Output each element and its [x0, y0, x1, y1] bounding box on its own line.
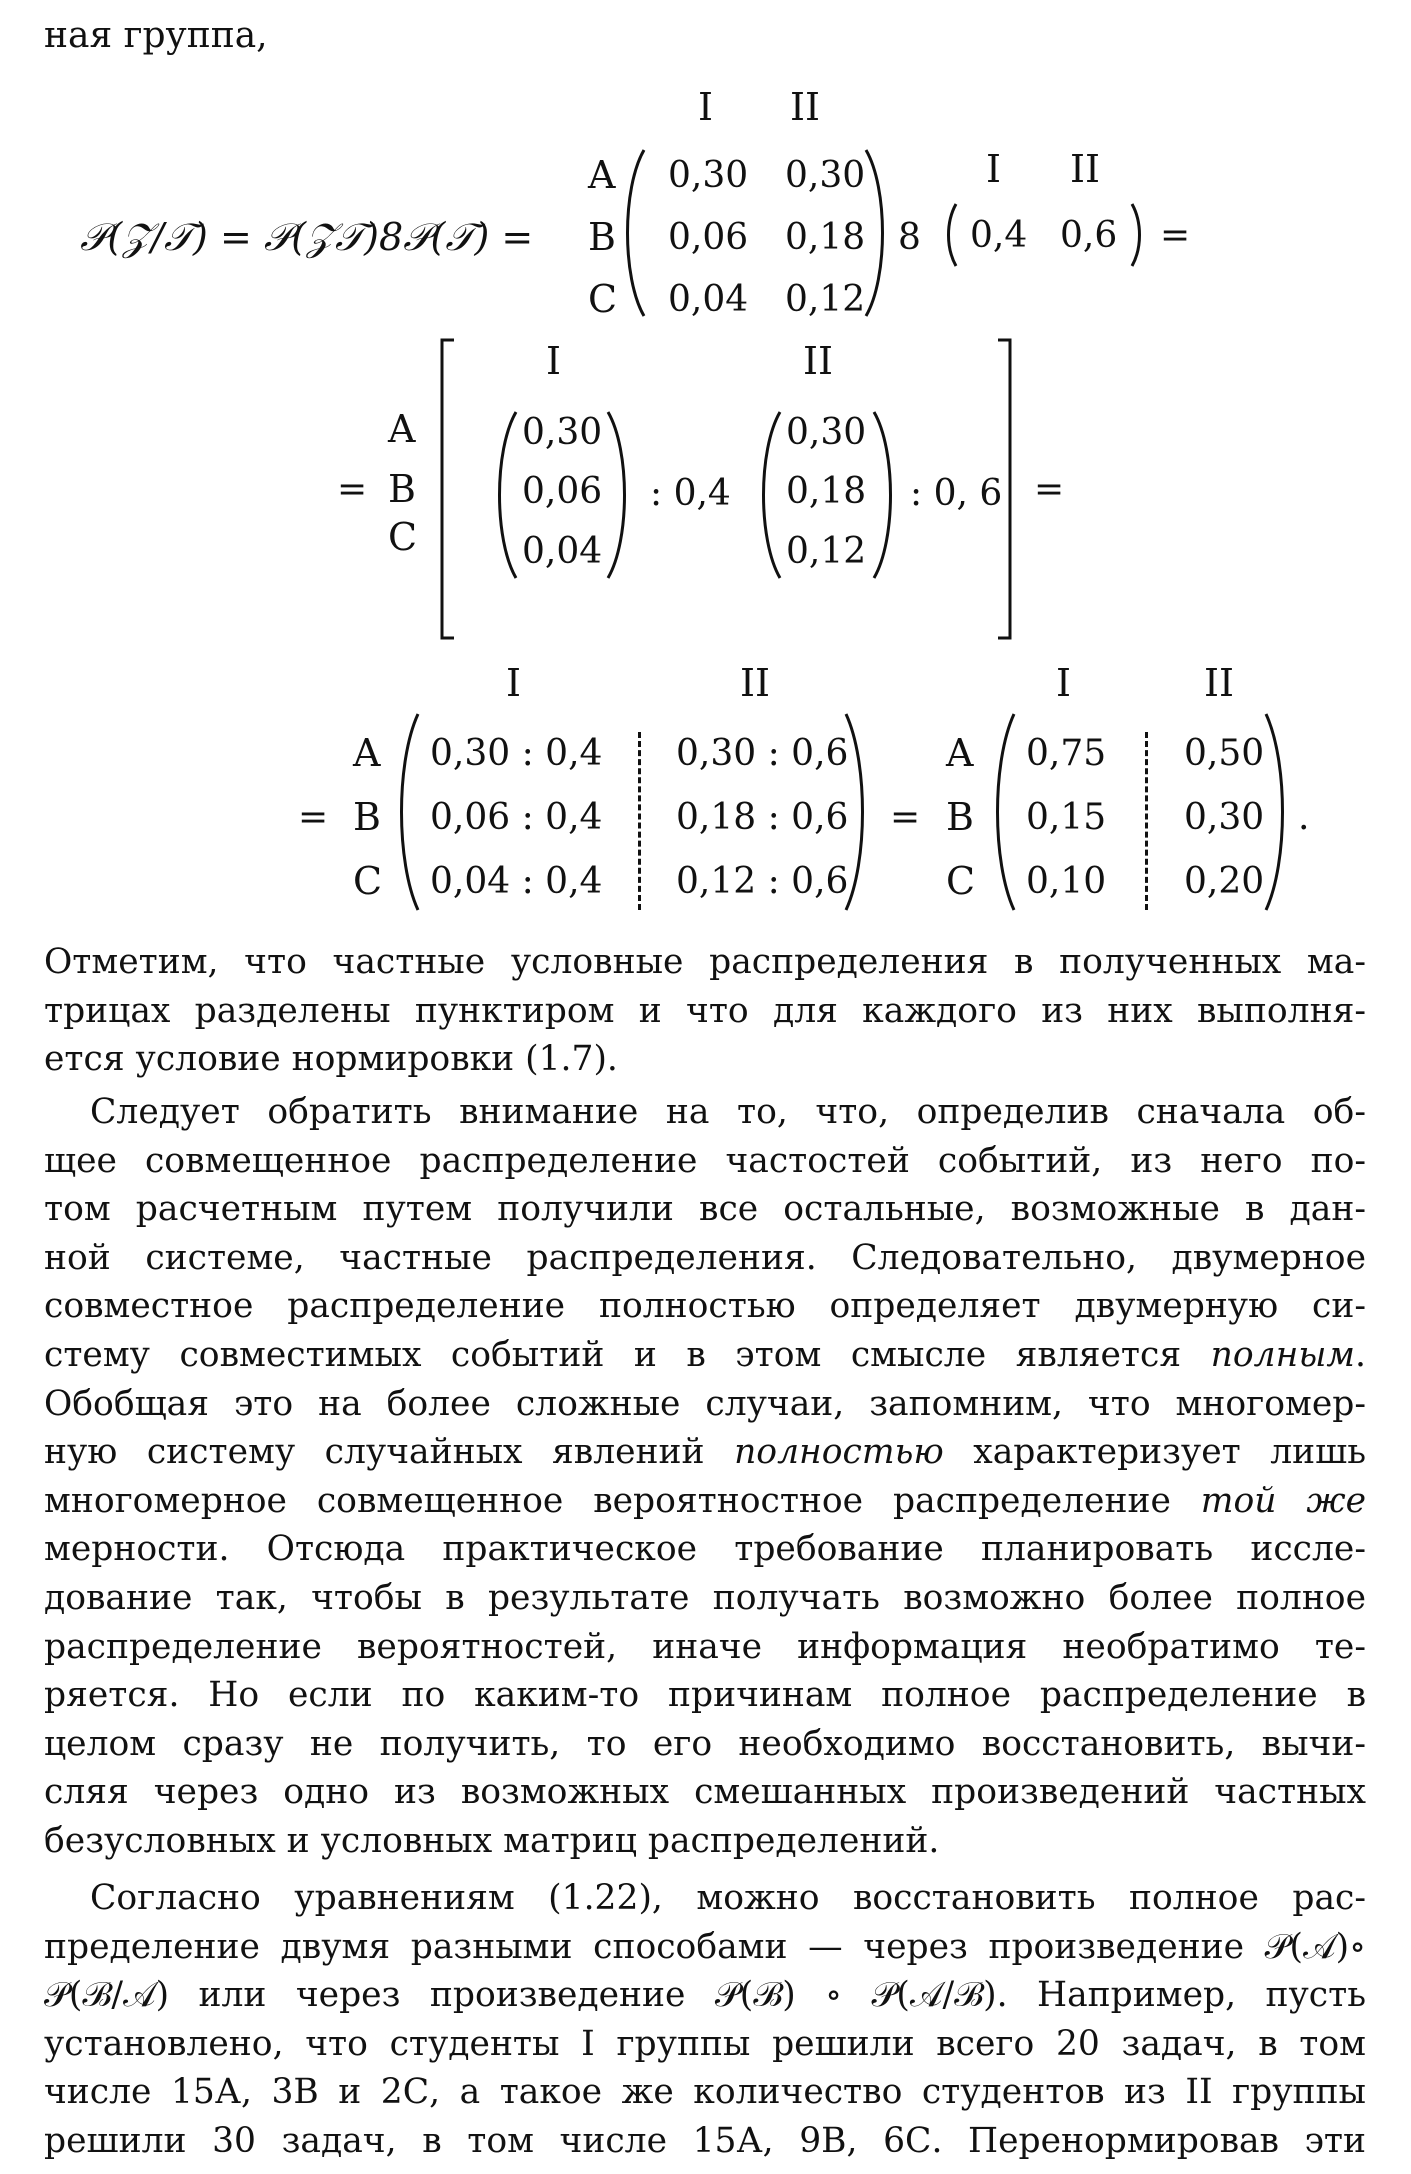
eq2-v1-c: 0,04: [522, 531, 603, 572]
p2-emphasis-polnym: полным: [1210, 1334, 1356, 1375]
eq2-row-B: B: [388, 467, 416, 511]
p2-line: Следует обратить внимание на то, что, определив сначала об-: [90, 1092, 1366, 1132]
eq2-row-C: C: [388, 515, 418, 559]
p1-line: трицах разделены пунктиром и что для каждого из них выполня-: [44, 990, 1366, 1031]
eq3-r-r2c1: 0,15: [1026, 797, 1107, 838]
paragraph-3: [44, 1874, 1366, 2166]
p3-line: числе 15А, 3В и 2С, а такое же количество студентов из II группы: [44, 2072, 1366, 2113]
eq3-row-C: C: [353, 859, 383, 903]
p3-line: 𝒫(ℬ/𝒜) или через произведение 𝒫(ℬ) ∘ 𝒫(𝒜/ℬ). Например, пусть: [44, 1975, 1366, 2016]
intro-text: ная группа,: [44, 15, 268, 56]
eq3-r-r1c2: 0,50: [1184, 733, 1265, 774]
p2-text: характеризует лишь: [973, 1432, 1367, 1473]
eq3-row-A: A: [353, 731, 381, 775]
eq3-row-B: B: [353, 795, 381, 839]
eq3-r-dashed-separator: [1145, 732, 1148, 910]
eq3-m-r2c2: 0,18 : 0,6: [676, 797, 849, 838]
eq3-row2-C: C: [946, 859, 976, 903]
eq1-m2-c2: 0,6: [1060, 215, 1118, 256]
eq3-r-right-paren: [1262, 712, 1292, 912]
eq3-col2-II: II: [1204, 661, 1235, 705]
eq2-v1-b: 0,06: [522, 471, 603, 512]
eq1-m1-r2c2: 0,18: [785, 217, 866, 258]
p3-line: решили 30 задач, в том числе 15А, 9В, 6С. Перенормировав эти: [44, 2120, 1366, 2161]
eq2-right-bracket: [994, 338, 1014, 640]
eq1-m2-c1: 0,4: [970, 215, 1028, 256]
eq2-v2-c: 0,12: [786, 531, 867, 572]
p2-line: щее совмещенное распределение частостей событий, из него по-: [44, 1140, 1366, 1181]
eq3-col-II: II: [740, 661, 771, 705]
eq1-col-II: II: [790, 85, 821, 129]
eq3-m-dashed-separator: [638, 732, 641, 910]
eq1-m1-left-paren: [618, 148, 648, 318]
eq1-eq: =: [1160, 215, 1191, 256]
eq3-m-left-paren: [392, 712, 422, 912]
eq1-lhs: 𝒫(𝒵/𝒯) = 𝒫(𝒵𝒯)8𝒫(𝒯) =: [80, 215, 534, 259]
eq2-div2: : 0, 6: [910, 473, 1003, 514]
eq1-col-I: I: [698, 85, 714, 129]
p3-line: установлено, что студенты I группы решили всего 20 задач, в том: [44, 2023, 1366, 2064]
eq1-col2-II: II: [1070, 147, 1101, 191]
eq2-col-II: II: [803, 339, 834, 383]
eq1-m1-r1c1: 0,30: [668, 155, 749, 196]
eq1-row-A: A: [588, 153, 616, 197]
p2-line: том расчетным путем получили все остальные, возможные в дан-: [44, 1189, 1366, 1230]
p3-line: пределение двумя разными способами — через произведение 𝒫(𝒜)∘: [44, 1926, 1366, 1967]
p2-line: Обобщая это на более сложные случаи, запомним, что многомер-: [44, 1383, 1366, 1424]
p2-line: дование так, чтобы в результате получать возможно более полное: [44, 1577, 1366, 1618]
eq2-col-I: I: [546, 339, 562, 383]
eq3-m-right-paren: [842, 712, 872, 912]
eq3-r-r2c2: 0,30: [1184, 797, 1265, 838]
p2-line-with-emphasis: [44, 1428, 1366, 1477]
eq1-m1-r1c2: 0,30: [785, 155, 866, 196]
eq3-m-r1c2: 0,30 : 0,6: [676, 733, 849, 774]
eq3-row2-A: A: [946, 731, 974, 775]
p2-emphasis-toy-zhe: той же: [1200, 1480, 1366, 1521]
eq1-m2-left-paren: [940, 200, 960, 270]
eq3-m-r1c1: 0,30 : 0,4: [430, 733, 603, 774]
p1-line: ется условие нормировки (1.7).: [44, 1039, 618, 1080]
eq3-col2-I: I: [1056, 661, 1072, 705]
paragraph-2: [44, 1088, 1366, 1866]
eq2-v2-b: 0,18: [786, 471, 867, 512]
eq3-dot: .: [1298, 797, 1310, 838]
eq2-v2-right-paren: [870, 410, 900, 580]
p2-line: мерности. Отсюда практическое требование планировать иссле-: [44, 1529, 1366, 1570]
eq3-eq2: =: [890, 797, 921, 838]
p2-emphasis-polnostyu: полностью: [734, 1432, 944, 1473]
eq3-r-r3c2: 0,20: [1184, 861, 1265, 902]
eq1-m1-r3c2: 0,12: [785, 279, 866, 320]
eq2-v2-left-paren: [754, 410, 784, 580]
p2-line-with-emphasis: [44, 1331, 1366, 1380]
p2-text: стему совместимых событий и в этом смысле является: [44, 1334, 1182, 1375]
p3-line: Согласно уравнениям (1.22), можно восстановить полное рас-: [90, 1878, 1366, 1918]
p2-line: совместное распределение полностью определяет двумерную си-: [44, 1286, 1366, 1327]
eq2-eq: =: [337, 469, 368, 510]
p2-line: ряется. Но если по каким-то причинам полное распределение в: [44, 1675, 1366, 1716]
eq3-m-r3c1: 0,04 : 0,4: [430, 861, 603, 902]
paragraph-1: [44, 938, 1366, 1084]
eq2-left-bracket: [438, 338, 458, 640]
p2-text: многомерное совмещенное вероятностное распределение: [44, 1480, 1171, 1521]
p2-line: сляя через одно из возможных смешанных произведений частных: [44, 1772, 1366, 1813]
p2-line: безусловных и условных матриц распределений.: [44, 1820, 940, 1861]
p1-line: Отметим, что частные условные распределения в полученных ма-: [44, 942, 1366, 982]
eq3-r-left-paren: [988, 712, 1018, 912]
eq2-tail: =: [1034, 469, 1065, 510]
p2-text: .: [1355, 1334, 1366, 1375]
eq3-m-r3c2: 0,12 : 0,6: [676, 861, 849, 902]
eq3-m-r2c1: 0,06 : 0,4: [430, 797, 603, 838]
p2-line: ной системе, частные распределения. Следовательно, двумерное: [44, 1237, 1366, 1278]
eq3-col-I: I: [506, 661, 522, 705]
eq3-row2-B: B: [946, 795, 974, 839]
eq2-v2-a: 0,30: [786, 412, 867, 453]
p2-text: ную систему случайных явлений: [44, 1432, 705, 1473]
eq2-v1-right-paren: [604, 410, 634, 580]
eq3-eq: =: [298, 797, 329, 838]
p2-line: распределение вероятностей, иначе информация необратимо те-: [44, 1626, 1366, 1667]
eq2-v1-left-paren: [490, 410, 520, 580]
eq1-row-C: C: [588, 277, 618, 321]
eq1-m1-right-paren: [862, 148, 892, 318]
eq2-row-A: A: [388, 407, 416, 451]
eq3-r-r1c1: 0,75: [1026, 733, 1107, 774]
eq2-v1-a: 0,30: [522, 412, 603, 453]
eq1-m1-r2c1: 0,06: [668, 217, 749, 258]
eq1-m1-r3c1: 0,04: [668, 279, 749, 320]
p2-line: целом сразу не получить, то его необходимо восстановить, вычи-: [44, 1723, 1366, 1764]
p2-line-with-emphasis: [44, 1477, 1366, 1526]
eq1-col2-I: I: [986, 147, 1002, 191]
eq1-op: 8: [898, 217, 921, 258]
eq3-r-r3c1: 0,10: [1026, 861, 1107, 902]
eq1-m2-right-paren: [1128, 200, 1148, 270]
eq1-row-B: B: [588, 215, 616, 259]
eq2-div1: : 0,4: [650, 473, 731, 514]
